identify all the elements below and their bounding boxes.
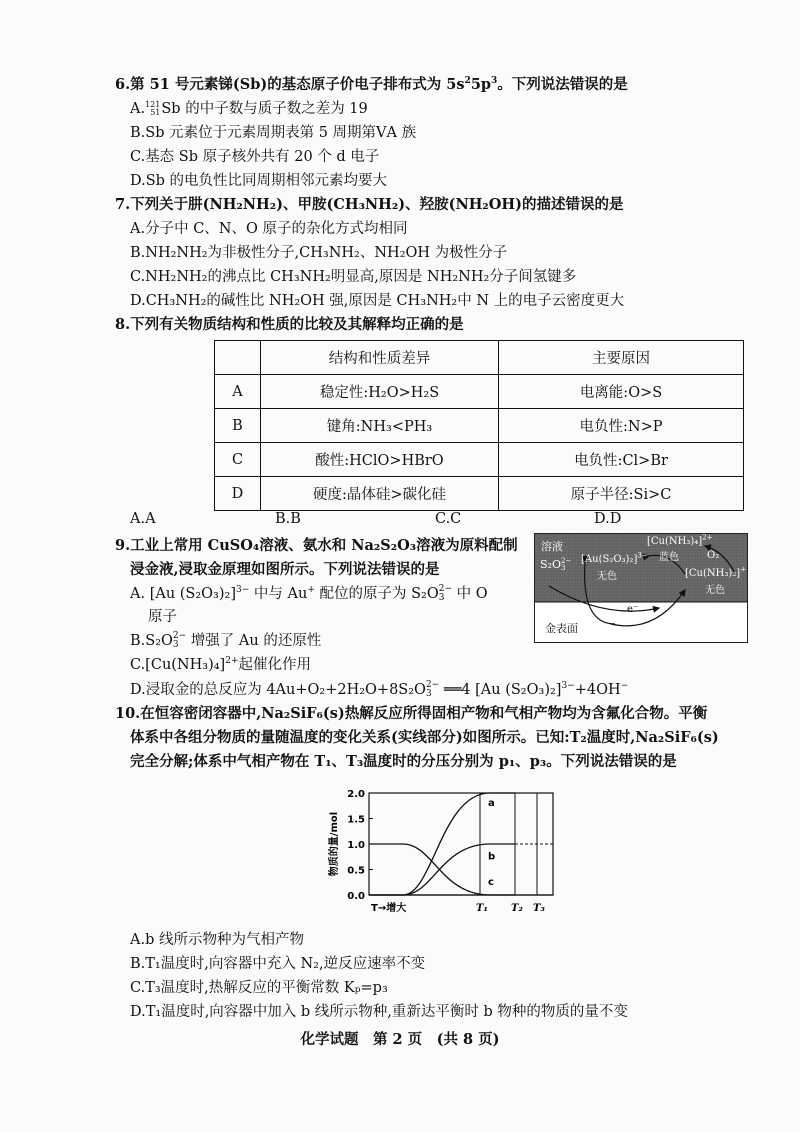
x-tick-label: T₃ bbox=[533, 903, 545, 914]
table-header-row bbox=[215, 341, 744, 375]
label-blue: 蓝色 bbox=[659, 552, 679, 563]
q8-option-a: A.A bbox=[130, 511, 156, 527]
label-cu-nh3-2: [Cu(NH₃)₂]+ bbox=[685, 565, 747, 579]
x-tick-label: T₂ bbox=[511, 903, 523, 914]
q9-stem-line2: 浸金液,浸取金原理如图所示。下列说法错误的是 bbox=[130, 561, 440, 578]
q9-option-a-cont: 原子 bbox=[148, 609, 177, 625]
y-tick-label: 0.5 bbox=[347, 865, 365, 877]
q10-option-a: A.b 线所示物种为气相产物 bbox=[130, 932, 304, 948]
q9-option-b: B.S₂O2− 3 增强了 Au 的还原性 bbox=[130, 631, 322, 650]
table-row bbox=[215, 375, 744, 409]
q9-option-a: A. [Au (S₂O₃)₂]$^{3-}$ 中与 Au+ 配位的原子为 S₂O2− 3 中 O bbox=[130, 584, 488, 603]
row-reason: 电负性:N>P bbox=[499, 409, 744, 443]
label-gold-surface: 金表面 bbox=[545, 622, 578, 635]
table-header-diff: 结构和性质差异 bbox=[261, 341, 499, 375]
q6-option-a: A.121 51Sb 的中子数与质子数之差为 19 bbox=[130, 100, 368, 117]
row-diff: 酸性:HClO>HBrO bbox=[261, 443, 499, 477]
row-label: C bbox=[215, 443, 261, 477]
table-header-blank bbox=[215, 341, 261, 375]
series-label-c: c bbox=[488, 876, 494, 888]
x-tick-label: T₁ bbox=[476, 903, 488, 914]
y-tick-label: 0.0 bbox=[347, 891, 365, 902]
q8-stem: 8.下列有关物质结构和性质的比较及其解释均正确的是 bbox=[115, 316, 464, 333]
q6-option-d: D.Sb 的电负性比同周期相邻元素均要大 bbox=[130, 173, 388, 189]
q9-stem-line1: 9.工业上常用 CuSO₄溶液、氨水和 Na₂S₂O₃溶液为原料配制 bbox=[115, 537, 518, 554]
q6-option-c: C.基态 Sb 原子核外共有 20 个 d 电子 bbox=[130, 149, 380, 165]
y-axis-label: 物质的量/mol bbox=[329, 811, 340, 877]
q10-stem-line3: 完全分解;体系中气相产物在 T₁、T₃温度时的分压分别为 p₁、p₃。下列说法错误的是 bbox=[130, 753, 677, 770]
label-solution: 溶液 bbox=[541, 540, 563, 553]
row-label: D bbox=[215, 477, 261, 511]
row-label: B bbox=[215, 409, 261, 443]
label-o2: O₂ bbox=[707, 550, 720, 561]
row-diff: 稳定性:H₂O>H₂S bbox=[261, 375, 499, 409]
page-footer: 化学试题 第 2 页 (共 8 页) bbox=[300, 1031, 500, 1048]
q8-option-b: B.B bbox=[275, 511, 301, 527]
label-s2o3: S₂O2− 3 bbox=[540, 557, 572, 572]
table-row bbox=[215, 409, 744, 443]
q10-option-b: B.T₁温度时,向容器中充入 N₂,逆反应速率不变 bbox=[130, 956, 426, 972]
q6-option-b: B.Sb 元素位于元素周期表第 5 周期第ⅤA 族 bbox=[130, 125, 417, 141]
q10-stem-line2: 体系中各组分物质的量随温度的变化关系(实线部分)如图所示。已知:T₂温度时,Na₂SiF₆(s) bbox=[130, 729, 719, 746]
q7-option-b: B.NH₂NH₂为非极性分子,CH₃NH₂、NH₂OH 为极性分子 bbox=[130, 245, 508, 261]
q10-option-d: D.T₁温度时,向容器中加入 b 线所示物种,重新达平衡时 b 物种的物质的量不变 bbox=[130, 1004, 628, 1020]
equilibrium-chart bbox=[325, 781, 565, 933]
q7-option-a: A.分子中 C、N、O 原子的杂化方式均相同 bbox=[130, 221, 408, 237]
table-header-reason: 主要原因 bbox=[499, 341, 744, 375]
row-reason: 原子半径:Si>C bbox=[499, 477, 744, 511]
row-diff: 硬度:晶体硅>碳化硅 bbox=[261, 477, 499, 511]
q8-table bbox=[214, 340, 744, 511]
q6-stem: 6.第 51 号元素锑(Sb)的基态原子价电子排布式为 $5s^25p^3$。下列说法错误的是 bbox=[115, 76, 628, 93]
q7-option-c: C.NH₂NH₂的沸点比 CH₃NH₂明显高,原因是 NH₂NH₂分子间氢键多 bbox=[130, 269, 577, 285]
label-colorless-2: 无色 bbox=[705, 585, 725, 596]
q7-stem: 7.下列关于肼(NH₂NH₂)、甲胺(CH₃NH₂)、羟胺(NH₂OH)的描述错误的是 bbox=[115, 196, 624, 213]
row-reason: 电负性:Cl>Br bbox=[499, 443, 744, 477]
row-reason: 电离能:O>S bbox=[499, 375, 744, 409]
y-tick-label: 2.0 bbox=[347, 789, 365, 800]
row-diff: 键角:NH₃<PH₃ bbox=[261, 409, 499, 443]
q9-option-d: D.浸取金的总反应为 4Au+O₂+2H₂O+8S₂O2− 3 ══4 [Au (S₂O₃)₂]$^{3-}$+4OH− bbox=[130, 680, 629, 699]
q9-option-c: $C.[Cu(NH_3)_4]^{2+}$起催化作用 bbox=[130, 656, 311, 673]
row-label: A bbox=[215, 375, 261, 409]
q10-option-c: C.T₃温度时,热解反应的平衡常数 Kₚ=p₃ bbox=[130, 980, 388, 996]
gold-leaching-diagram bbox=[534, 533, 748, 643]
x-axis-label: T→增大 bbox=[371, 903, 407, 914]
table-row bbox=[215, 443, 744, 477]
table-row bbox=[215, 477, 744, 511]
label-colorless-1: 无色 bbox=[597, 571, 617, 582]
series-label-b: b bbox=[488, 851, 496, 863]
series-label-a: a bbox=[488, 797, 495, 809]
y-tick-label: 1.5 bbox=[347, 814, 365, 826]
label-au-complex: $[Au(S_2O_3)_2]^{3-}$ bbox=[581, 551, 648, 565]
label-cu-nh3-4: $[Cu(NH_3)_4]^{2+}$ bbox=[647, 533, 713, 547]
q7-option-d: D.CH₃NH₂的碱性比 NH₂OH 强,原因是 CH₃NH₂中 N 上的电子云密度更大 bbox=[130, 293, 625, 309]
y-tick-label: 1.0 bbox=[347, 840, 365, 851]
label-electron: e⁻ bbox=[627, 604, 639, 615]
chart-svg bbox=[325, 781, 565, 933]
nuclide-notation: 121 51 bbox=[145, 100, 161, 117]
q8-option-d: D.D bbox=[594, 511, 622, 527]
q10-stem-line1: 10.在恒容密闭容器中,Na₂SiF₆(s)热解反应所得固相产物和气相产物均为含氟化合物。平衡 bbox=[115, 705, 708, 722]
q8-option-c: C.C bbox=[435, 511, 462, 527]
